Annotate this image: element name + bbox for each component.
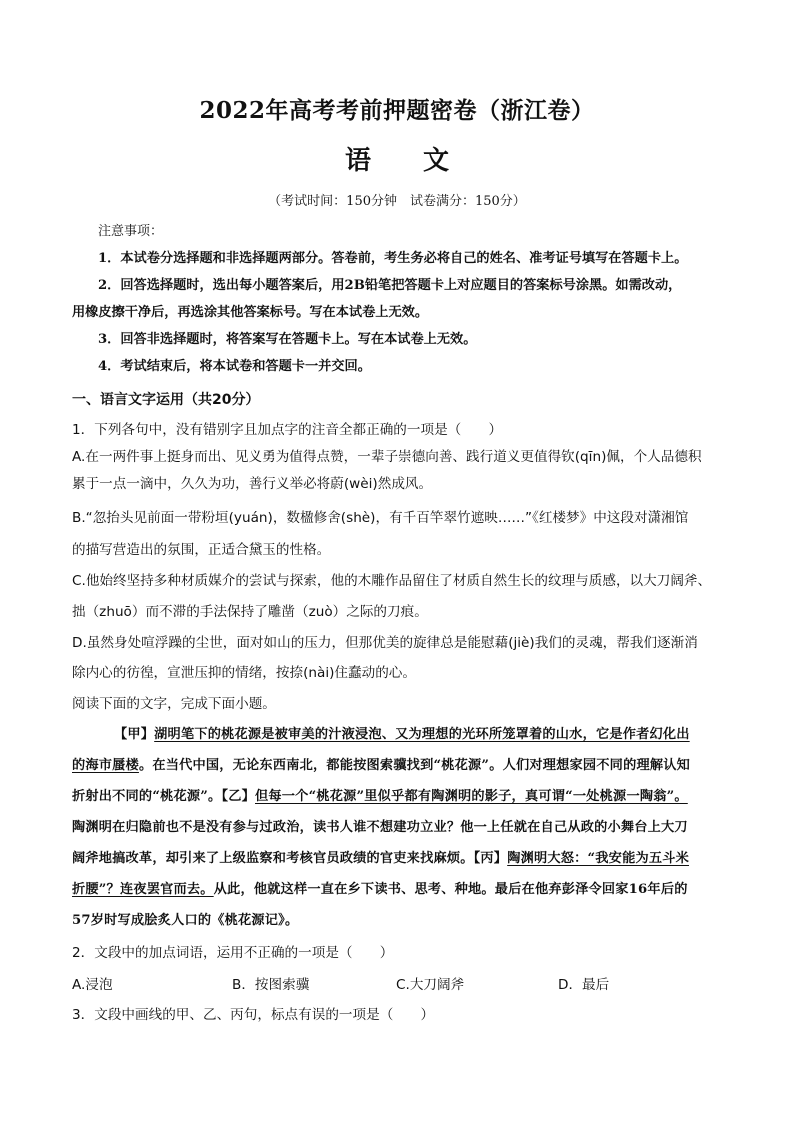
q3-stem: 3．文段中画线的甲、乙、丙句，标点有误的一项是（ ）	[72, 1007, 435, 1023]
q1-option-a-line1: A.在一两件事上挺身而出、见义勇为值得点赞，一辈子崇德向善、践行道义更值得钦(qīn)佩，个人品德积	[72, 449, 702, 465]
notice-item-2b: 用橡皮擦干净后，再选涂其他答案标号。写在本试卷上无效。	[72, 305, 429, 320]
passage-line-3	[72, 785, 724, 804]
q1-option-c-line2: 拙（zhuō）而不滞的手法保持了雕凿（zuò）之际的刀痕。	[72, 604, 428, 620]
q1-option-d-line1: D.虽然身处喧浮躁的尘世，面对如山的压力，但那优美的旋律总是能慰藉(jiè)我们的灵魂，帮我们逐渐消	[72, 635, 698, 651]
subject-char-2: 文	[423, 146, 450, 176]
q1-option-b-line1: B.“忽抬头见前面一带粉垣(yuán)，数楹修舍(shè)，有千百竿翠竹遮映……”《红楼梦》中这段对潇湘馆	[72, 510, 689, 526]
passage-underlined-jia-end: 的海市蜃楼	[72, 758, 139, 773]
q1-option-c-line1: C.他始终坚持多种材质媒介的尝试与探索，他的木雕作品留住了材质自然生长的纹理与质感，以大刀阔斧、	[72, 573, 712, 589]
passage-mark-jia: 【甲】	[114, 727, 155, 742]
q1-option-a-line2: 累于一点一滴中，久久为功，善行义举必将蔚(wèi)然成风。	[72, 476, 433, 492]
passage-line-7: 57岁时写成脍炙人口的《桃花源记》。	[72, 913, 299, 928]
passage-line-4: 陶渊明在归隐前也不是没有参与过政治，读书人谁不想建功立业？他一上任就在自己从政的小舞台上大刀	[72, 820, 688, 835]
passage-underlined-yi: 但每一个“桃花源”里似乎都有陶渊明的影子，真可谓“一处桃源一陶翁”。	[255, 789, 688, 804]
notice-heading: 注意事项：	[98, 224, 164, 239]
passage-underlined-bing-end: 折腰”？连夜罢官而去。	[72, 882, 214, 897]
section-1-heading: 一、语言文字运用（共20分）	[72, 392, 260, 408]
passage-line-2	[72, 754, 724, 773]
passage-underlined-jia: 湖明笔下的桃花源是被审美的汁液浸泡、又为理想的光环所笼罩着的山水，它是作者幻化出	[154, 727, 690, 742]
passage-text: 从此，他就这样一直在乡下读书、思考、种地。最后在他弃彭泽令回家16年后的	[213, 882, 688, 897]
q2-options	[72, 973, 724, 993]
passage-line-1	[114, 723, 724, 742]
passage-line-6	[72, 878, 724, 897]
notice-item-3: 3．回答非选择题时，将答案写在答题卡上。写在本试卷上无效。	[98, 332, 477, 347]
q1-option-b-line2: 的描写营造出的氛围，正适合黛玉的性格。	[72, 542, 331, 558]
q1-option-d-line2: 除内心的彷徨，宣泄压抑的情绪，按捺(nài)住蠢动的心。	[72, 665, 416, 681]
passage-text: 。在当代中国，无论东西南北，都能按图索骥找到“桃花源”。人们对理想家园不同的理解认知	[138, 758, 691, 773]
q2-stem: 2．文段中的加点词语，运用不正确的一项是（ ）	[72, 945, 394, 961]
passage-underlined-bing: 陶渊明大怒：“我安能为五斗米	[507, 851, 690, 866]
passage-mark-yi: 【乙】	[221, 789, 256, 804]
subject-char-1: 语	[344, 146, 371, 176]
q2-option-c: C.大刀阔斧	[396, 977, 465, 993]
notice-item-4: 4．考试结束后，将本试卷和答题卡一并交回。	[98, 359, 371, 374]
q1-stem: 1．下列各句中，没有错别字且加点字的注音全都正确的一项是（ ）	[72, 422, 503, 438]
subject-heading	[0, 140, 794, 177]
q2-option-d: D．最后	[558, 977, 610, 993]
exam-title: 2022年高考考前押题密卷（浙江卷）	[199, 97, 595, 124]
passage-text: 折射出不同的“桃花源”。	[72, 789, 222, 804]
q2-option-a: A.浸泡	[72, 977, 113, 993]
notice-item-1: 1．本试卷分选择题和非选择题两部分。答卷前，考生务必将自己的姓名、准考证号填写在答题卡上。	[98, 251, 688, 266]
passage-mark-bing: 【丙】	[473, 851, 508, 866]
passage-line-5	[72, 847, 724, 866]
q2-option-b: B．按图索骥	[232, 977, 310, 993]
passage-text: 阔斧地搞改革，却引来了上级监察和考核官员政绩的官吏来找麻烦。	[72, 851, 474, 866]
reading-intro: 阅读下面的文字，完成下面小题。	[72, 696, 276, 712]
notice-item-2a: 2．回答选择题时，选出每小题答案后，用2B铅笔把答题卡上对应题目的答案标号涂黑。如需改动，	[98, 278, 682, 293]
exam-info: （考试时间：150分钟 试卷满分：150分）	[268, 194, 526, 209]
